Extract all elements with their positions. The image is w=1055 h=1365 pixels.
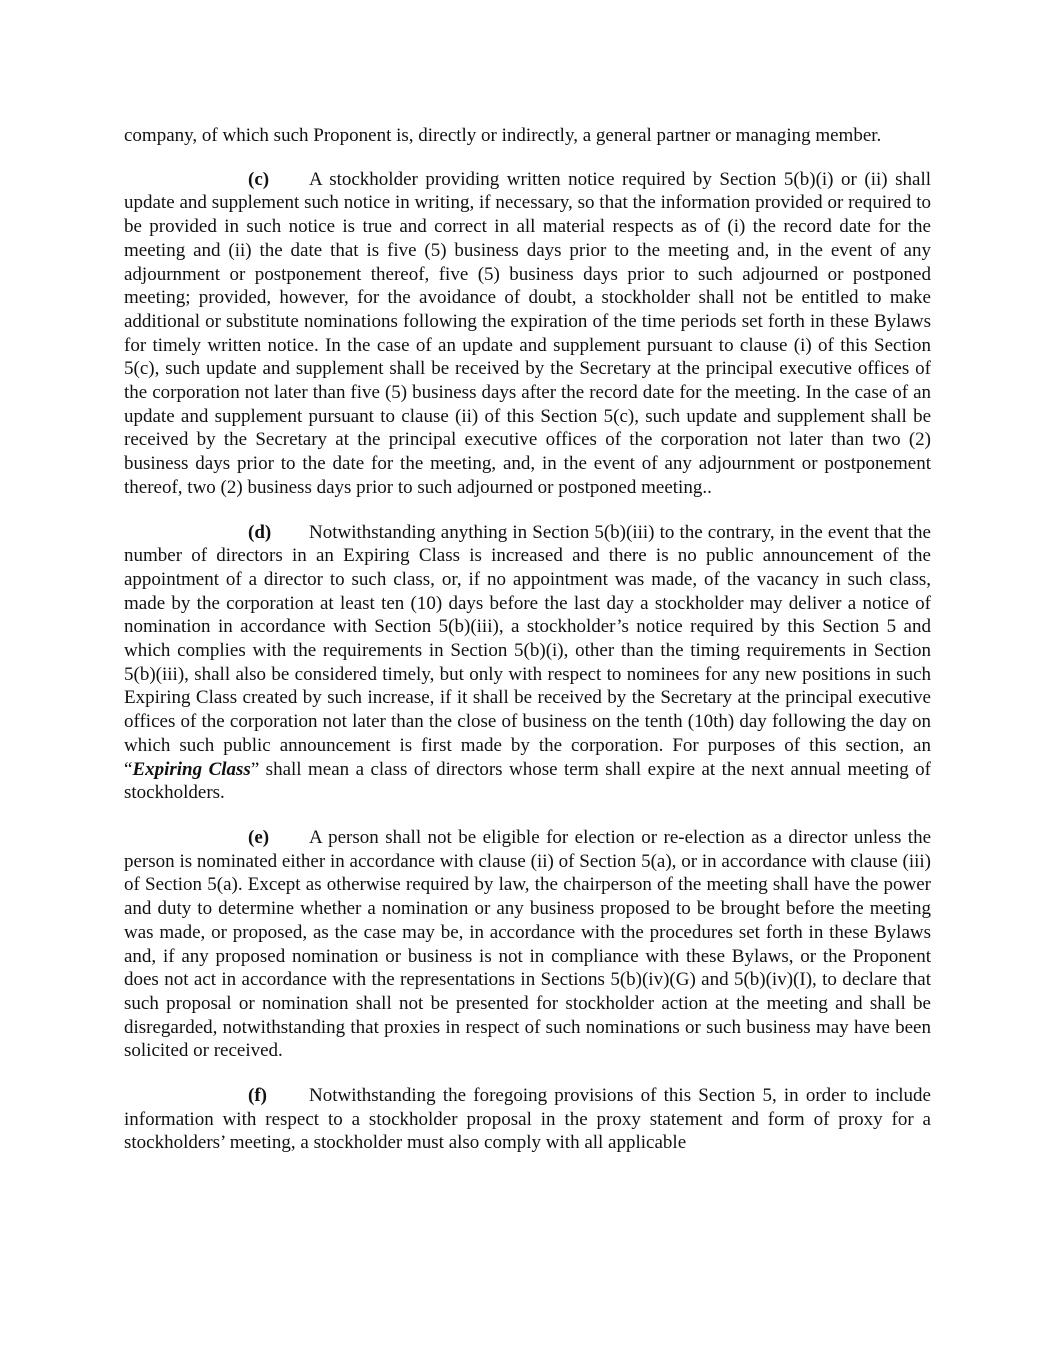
section-f-label: (f) bbox=[248, 1085, 267, 1107]
intro-text: company, of which such Proponent is, directly or indirectly, a general partner or managing member. bbox=[124, 125, 882, 146]
section-f-paragraph bbox=[124, 1084, 931, 1155]
section-d-text-before: Notwithstanding anything in Section 5(b)(iii) to the contrary, in the event that the number of directors in an Expiring Class is increased and there is no public announcement of the appointment of a director to such class, or, if no appointment was made, of the vacancy in such class, made by the corporation at least ten (10) days before the last day a stockholder may deliver a notice of nomination in accordance with Section 5(b)(iii), a stockholder’s notice required by this Section 5 and which complies with the requirements in Section 5(b)(i), other than the timing requirements in Section 5(b)(iii), shall also be considered timely, but only with respect to nominees for any new positions in such Expiring Class created by such increase, if it shall be received by the Secretary at the principal executive offices of the corporation not later than the close of business on the tenth (10th) day following the day on which such public announcement is first made by the corporation. For purposes of this section, an “ bbox=[124, 521, 931, 780]
section-d-paragraph bbox=[124, 521, 931, 805]
section-d-text-after: ” shall mean a class of directors whose term shall expire at the next annual meeting of stockholders. bbox=[124, 758, 931, 804]
document-page bbox=[124, 124, 931, 1176]
section-c-paragraph bbox=[124, 168, 931, 500]
section-c-label: (c) bbox=[248, 168, 270, 190]
section-e-paragraph bbox=[124, 826, 931, 1063]
section-d-label: (d) bbox=[248, 521, 272, 543]
expiring-class-term: Expiring Class bbox=[132, 758, 251, 780]
section-e-label: (e) bbox=[248, 826, 270, 848]
section-c-text: A stockholder providing written notice required by Section 5(b)(i) or (ii) shall update and supplement such notice in writing, if necessary, so that the information provided or required to be provided in such notice is true and correct in all material respects as of (i) the record date for the meeting and (ii) the date that is five (5) business days prior to the meeting and, in the event of any adjournment or postponement thereof, five (5) business days prior to such adjourned or postponed meeting; provided, however, for the avoidance of doubt, a stockholder shall not be entitled to make additional or substitute nominations following the expiration of the time periods set forth in these Bylaws for timely written notice. In the case of an update and supplement pursuant to clause (i) of this Section 5(c), such update and supplement shall be received by the Secretary at the principal executive offices of the corporation not later than five (5) business days after the record date for the meeting. In the case of an update and supplement pursuant to clause (ii) of this Section 5(c), such update and supplement shall be received by the Secretary at the principal executive offices of the corporation not later than two (2) business days prior to the date for the meeting, and, in the event of any adjournment or postponement thereof, two (2) business days prior to such adjourned or postponed meeting.. bbox=[124, 168, 931, 498]
intro-paragraph bbox=[124, 124, 931, 148]
section-e-text: A person shall not be eligible for election or re-election as a director unless the person is nominated either in accordance with clause (ii) of Section 5(a), or in accordance with clause (iii) of Section 5(a). Except as otherwise required by law, the chairperson of the meeting shall have the power and duty to determine whether a nomination or any business proposed to be brought before the meeting was made, or proposed, as the case may be, in accordance with the procedures set forth in these Bylaws and, if any proposed nomination or business is not in compliance with these Bylaws, or the Proponent does not act in accordance with the representations in Sections 5(b)(iv)(G) and 5(b)(iv)(I), to declare that such proposal or nomination shall not be presented for stockholder action at the meeting and shall be disregarded, notwithstanding that proxies in respect of such nominations or such business may have been solicited or received. bbox=[124, 826, 931, 1062]
section-f-text: Notwithstanding the foregoing provisions of this Section 5, in order to include information with respect to a stockholder proposal in the proxy statement and form of proxy for a stockholders’ meeting, a stockholder must also comply with all applicable bbox=[124, 1085, 931, 1154]
